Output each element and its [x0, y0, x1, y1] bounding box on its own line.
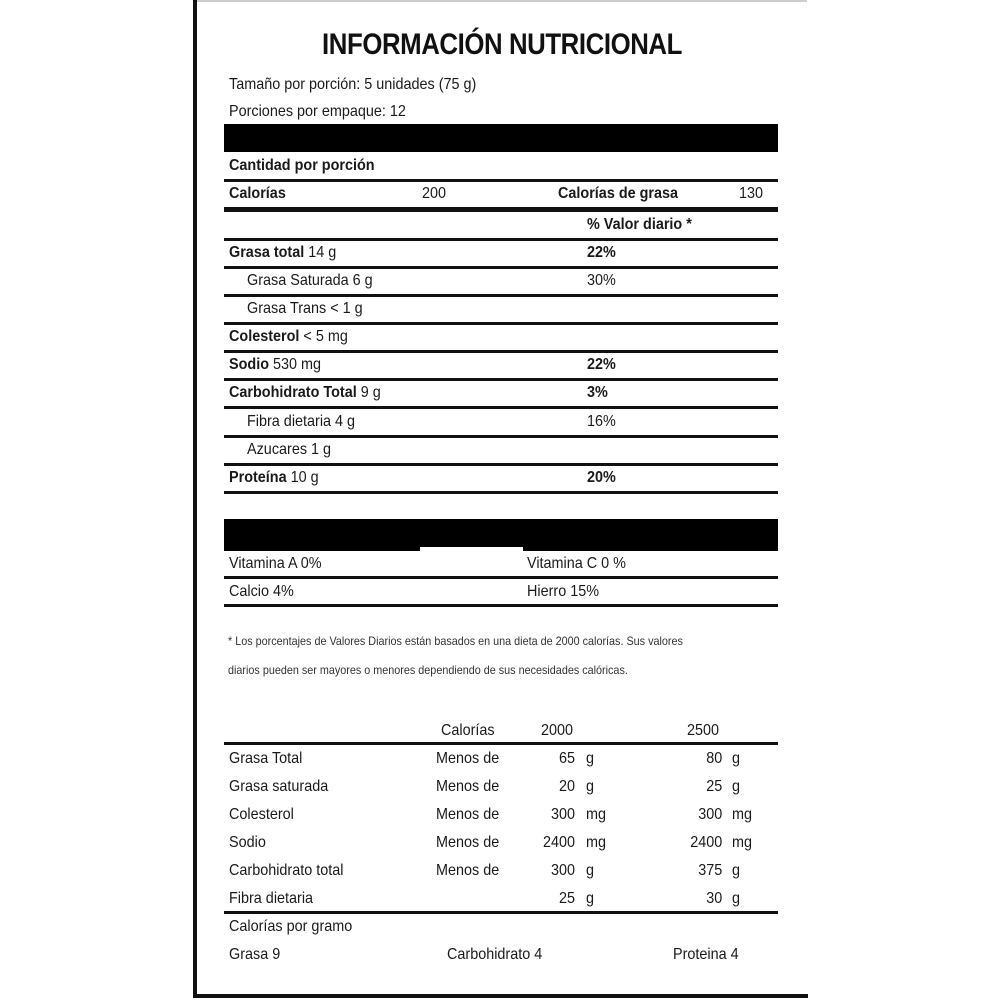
- servings-per-container: Porciones por empaque: 12: [229, 103, 406, 120]
- nutrient-amount: 14 g: [308, 244, 337, 261]
- ref-row-qualifier: Menos de: [436, 778, 500, 795]
- divider: [224, 294, 778, 297]
- nutrient-amount: 9 g: [360, 384, 381, 401]
- footnote-line-2: diarios pueden ser mayores o menores dependiendo de sus necesidades calóricas.: [228, 663, 628, 677]
- ref-row-name: Carbohidrato total: [229, 862, 344, 879]
- ref-row-qualifier: Menos de: [436, 806, 500, 823]
- nutrient-amount: 4 g: [335, 413, 356, 430]
- calories-from-fat-value: 130: [739, 185, 764, 202]
- vitamin-c: Vitamina C 0 %: [527, 555, 626, 572]
- ref-row-2500-value: 30: [706, 890, 723, 907]
- header-black-bar: [224, 124, 778, 152]
- ref-row-2500-value: 25: [706, 778, 723, 795]
- ref-row-2000-unit: g: [586, 778, 595, 795]
- nutrient-name: Colesterol: [229, 328, 300, 345]
- ref-row-2500-unit: g: [732, 890, 741, 907]
- divider: [224, 576, 778, 579]
- divider: [224, 911, 778, 914]
- ref-row-2000-value: 65: [558, 750, 575, 767]
- nutrient-amount: 6 g: [352, 272, 373, 289]
- divider: [224, 322, 778, 325]
- nutrient-dv: 22%: [587, 356, 616, 373]
- ref-row-2500-unit: g: [732, 778, 741, 795]
- nutrient-dv: 16%: [587, 413, 616, 430]
- divider: [224, 604, 778, 607]
- ref-row-2000-unit: mg: [586, 806, 607, 823]
- ref-row-2000-value: 20: [558, 778, 575, 795]
- nutrient-name: Grasa Saturada: [247, 272, 349, 289]
- ref-row-2000-unit: mg: [586, 834, 607, 851]
- nutrient-row-saturated-fat: [247, 272, 373, 290]
- bar-notch: [420, 547, 523, 552]
- ref-row-name: Sodio: [229, 834, 266, 851]
- ref-row-2000-unit: g: [586, 890, 595, 907]
- nutrient-amount: 1 g: [311, 441, 332, 458]
- ref-row-2000-unit: g: [586, 862, 595, 879]
- calories-value: 200: [422, 185, 447, 202]
- divider: [224, 435, 778, 438]
- ref-row-name: Grasa saturada: [229, 778, 329, 795]
- cal-per-gram-carb: Carbohidrato 4: [447, 946, 543, 963]
- ref-row-2000-value: 300: [550, 806, 575, 823]
- serving-size: Tamaño por porción: 5 unidades (75 g): [229, 76, 477, 93]
- nutrient-name: Fibra dietaria: [247, 413, 332, 430]
- divider: [224, 179, 778, 182]
- nutrient-name: Sodio: [229, 356, 269, 373]
- vitamin-a: Vitamina A 0%: [229, 555, 322, 572]
- ref-row-2500-value: 300: [698, 806, 723, 823]
- nutrient-name: Carbohidrato Total: [229, 384, 357, 401]
- nutrient-name: Proteína: [229, 469, 287, 486]
- ref-row-name: Fibra dietaria: [229, 890, 314, 907]
- divider: [224, 463, 778, 466]
- nutrient-amount: 530 mg: [273, 356, 322, 373]
- nutrient-dv: 20%: [587, 469, 616, 486]
- ref-row-2000-value: 2400: [542, 834, 575, 851]
- ref-row-qualifier: Menos de: [436, 862, 500, 879]
- thick-divider: [224, 207, 778, 212]
- nutrient-row-dietary-fiber: [247, 413, 355, 431]
- ref-row-2000-value: 300: [550, 862, 575, 879]
- ref-row-name: Colesterol: [229, 806, 294, 823]
- ref-row-2500-value: 80: [706, 750, 723, 767]
- cal-per-gram-fat: Grasa 9: [229, 946, 281, 963]
- nutrient-name: Grasa total: [229, 244, 305, 261]
- nutrient-row-total-fat: [229, 244, 336, 262]
- amount-per-serving: Cantidad por porción: [229, 157, 375, 174]
- nutrient-amount: < 5 mg: [303, 328, 348, 345]
- ref-row-qualifier: Menos de: [436, 750, 500, 767]
- daily-value-header: % Valor diario *: [587, 216, 692, 233]
- ref-row-2000-unit: g: [586, 750, 595, 767]
- calcium: Calcio 4%: [229, 583, 294, 600]
- nutrient-dv: 30%: [587, 272, 616, 289]
- divider: [224, 406, 778, 409]
- nutrient-dv: 3%: [587, 384, 608, 401]
- ref-row-2500-unit: g: [732, 750, 741, 767]
- ref-row-name: Grasa Total: [229, 750, 303, 767]
- nutrient-amount: 10 g: [290, 469, 319, 486]
- cal-per-gram-protein: Proteina 4: [673, 946, 739, 963]
- calories-label: Calorías: [229, 185, 286, 202]
- top-edge-line: [197, 0, 807, 2]
- calories-from-fat-label: Calorías de grasa: [558, 185, 679, 202]
- nutrient-dv: 22%: [587, 244, 616, 261]
- divider: [224, 350, 778, 353]
- divider: [224, 238, 778, 241]
- calories-per-gram-label: Calorías por gramo: [229, 918, 353, 935]
- ref-row-2500-unit: mg: [732, 834, 753, 851]
- ref-row-2500-unit: mg: [732, 806, 753, 823]
- nutrient-name: Grasa Trans: [247, 300, 327, 317]
- nutrient-amount: < 1 g: [330, 300, 363, 317]
- ref-calories-label: Calorías: [441, 722, 495, 739]
- footnote-line-1: * Los porcentajes de Valores Diarios están basados en una dieta de 2000 calorías. Sus valores: [228, 634, 683, 648]
- ref-row-qualifier: Menos de: [436, 834, 500, 851]
- ref-row-2500-unit: g: [732, 862, 741, 879]
- divider: [224, 742, 778, 745]
- divider: [224, 378, 778, 381]
- nutrient-row-trans-fat: [247, 300, 363, 318]
- ref-col-2500: 2500: [687, 722, 720, 739]
- ref-row-2000-value: 25: [558, 890, 575, 907]
- nutrient-row-sodium: [229, 356, 321, 374]
- divider: [224, 491, 778, 494]
- nutrient-row-protein: [229, 469, 319, 487]
- nutrient-row-total-carbohydrate: [229, 384, 381, 402]
- iron: Hierro 15%: [527, 583, 600, 600]
- nutrient-row-cholesterol: [229, 328, 348, 346]
- nutrient-name: Azucares: [247, 441, 308, 458]
- divider: [224, 266, 778, 269]
- ref-col-2000: 2000: [541, 722, 574, 739]
- ref-row-2500-value: 2400: [690, 834, 723, 851]
- nutrient-row-sugars: [247, 441, 331, 459]
- label-title: INFORMACIÓN NUTRICIONAL: [322, 28, 682, 61]
- ref-row-2500-value: 375: [698, 862, 723, 879]
